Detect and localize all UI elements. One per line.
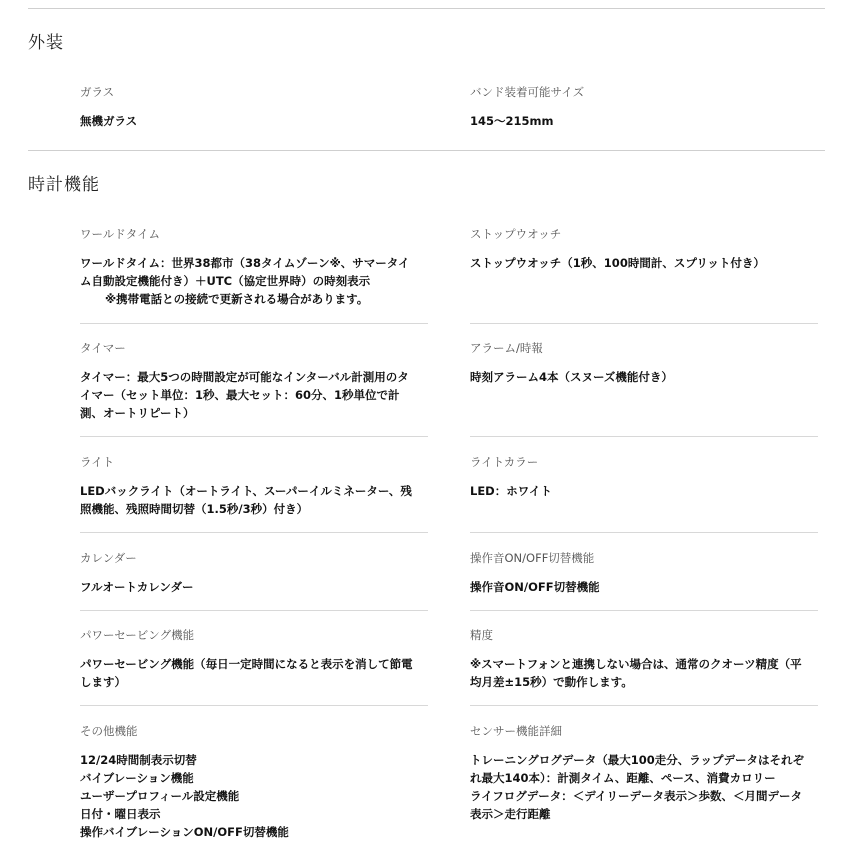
spec-label: ライトカラー [470, 455, 539, 469]
spec-value-line: LEDバックライト（オートライト、スーパーイルミネーター、残 [80, 484, 412, 498]
spec-timer [80, 340, 428, 422]
spec-other-functions [80, 723, 428, 841]
spec-value [470, 751, 818, 823]
spec-power-saving [80, 627, 428, 691]
spec-value-line: パワーセービング機能（毎日一定時間になると表示を消して節電 [80, 657, 413, 671]
spec-value [80, 655, 428, 691]
spec-label: カレンダー [80, 551, 137, 565]
row-divider [470, 610, 818, 611]
spec-value-line: LED：ホワイト [470, 484, 552, 498]
spec-value-line: ユーザープロフィール設定機能 [80, 789, 240, 803]
spec-value-line: 無機ガラス [80, 114, 138, 128]
spec-label: 精度 [470, 628, 493, 642]
spec-band-size [470, 84, 818, 130]
spec-value [470, 655, 818, 691]
spec-value-line: フルオートカレンダー [80, 580, 194, 594]
spec-value-line: ライフログデータ：＜デイリーデータ表示＞歩数、＜月間データ [470, 789, 803, 803]
spec-label: バンド装着可能サイズ [470, 85, 585, 99]
spec-value [80, 254, 428, 308]
spec-value-line: 操作バイブレーションON/OFF切替機能 [80, 825, 289, 839]
row-divider [470, 436, 818, 437]
row-divider [80, 436, 428, 437]
section-rule [28, 150, 825, 151]
spec-value-line: バイブレーション機能 [80, 771, 194, 785]
spec-value-line: イマー（セット単位：1秒、最大セット：60分、1秒単位で計 [80, 388, 400, 402]
spec-label: タイマー [80, 341, 126, 355]
spec-value-line: 日付・曜日表示 [80, 807, 161, 821]
spec-value [80, 482, 428, 518]
spec-value-note: ※携帯電話との接続で更新される場合があります。 [105, 292, 369, 306]
spec-label: その他機能 [80, 724, 138, 738]
spec-label: ワールドタイム [80, 227, 161, 241]
spec-label: パワーセービング機能 [80, 628, 195, 642]
spec-value-line: 操作音ON/OFF切替機能 [470, 580, 600, 594]
row-divider [80, 323, 428, 324]
spec-light [80, 454, 428, 518]
section-title-exterior: 外装 [28, 33, 64, 53]
spec-value [470, 368, 818, 386]
spec-value [470, 578, 818, 596]
spec-value-line: れ最大140本）：計測タイム、距離、ペース、消費カロリー [470, 771, 776, 785]
spec-alarm [470, 340, 818, 386]
spec-label: アラーム/時報 [470, 341, 543, 355]
spec-accuracy [470, 627, 818, 691]
spec-value-line: 照機能、残照時間切替（1.5秒/3秒）付き） [80, 502, 309, 516]
spec-value-line: 145～215mm [470, 114, 554, 128]
row-divider [80, 610, 428, 611]
spec-value-line: ストップウオッチ（1秒、100時間計、スプリット付き） [470, 256, 765, 270]
spec-value [80, 112, 428, 130]
row-divider [470, 532, 818, 533]
spec-value-line: 表示＞走行距離 [470, 807, 551, 821]
top-rule [28, 8, 825, 9]
spec-value [470, 482, 818, 500]
section-title-watch-functions: 時計機能 [28, 175, 100, 195]
spec-value-line: 時刻アラーム4本（スヌーズ機能付き） [470, 370, 673, 384]
spec-value-line: トレーニングログデータ（最大100走分、ラップデータはそれぞ [470, 753, 805, 767]
row-divider [470, 323, 818, 324]
spec-world-time [80, 226, 428, 308]
row-divider [80, 705, 428, 706]
row-divider [80, 532, 428, 533]
spec-value-line: タイマー：最大5つの時間設定が可能なインターバル計測用のタ [80, 370, 409, 384]
spec-value [470, 254, 818, 272]
spec-value-line: 均月差±15秒）で動作します。 [470, 675, 633, 689]
spec-label: 操作音ON/OFF切替機能 [470, 551, 595, 565]
spec-value-line: 測、オートリピート） [80, 406, 195, 420]
spec-value [80, 578, 428, 596]
spec-sensor-details [470, 723, 818, 823]
spec-calendar [80, 550, 428, 596]
spec-label: センサー機能詳細 [470, 724, 562, 738]
spec-value [80, 368, 428, 422]
spec-value [470, 112, 818, 130]
spec-glass [80, 84, 428, 130]
spec-value-line: ワールドタイム：世界38都市（38タイムゾーン※、サマータイ [80, 256, 410, 270]
spec-label: ガラス [80, 85, 115, 99]
spec-sound-toggle [470, 550, 818, 596]
spec-value-line: 12/24時間制表示切替 [80, 753, 197, 767]
spec-value-line: ム自動設定機能付き）＋UTC（協定世界時）の時刻表示 [80, 274, 371, 288]
spec-light-color [470, 454, 818, 500]
spec-stopwatch [470, 226, 818, 272]
spec-value-line: します） [80, 675, 126, 689]
spec-label: ストップウオッチ [470, 227, 562, 241]
row-divider [470, 705, 818, 706]
spec-label: ライト [80, 455, 115, 469]
spec-value-line: ※スマートフォンと連携しない場合は、通常のクオーツ精度（平 [470, 657, 802, 671]
spec-value [80, 751, 428, 841]
